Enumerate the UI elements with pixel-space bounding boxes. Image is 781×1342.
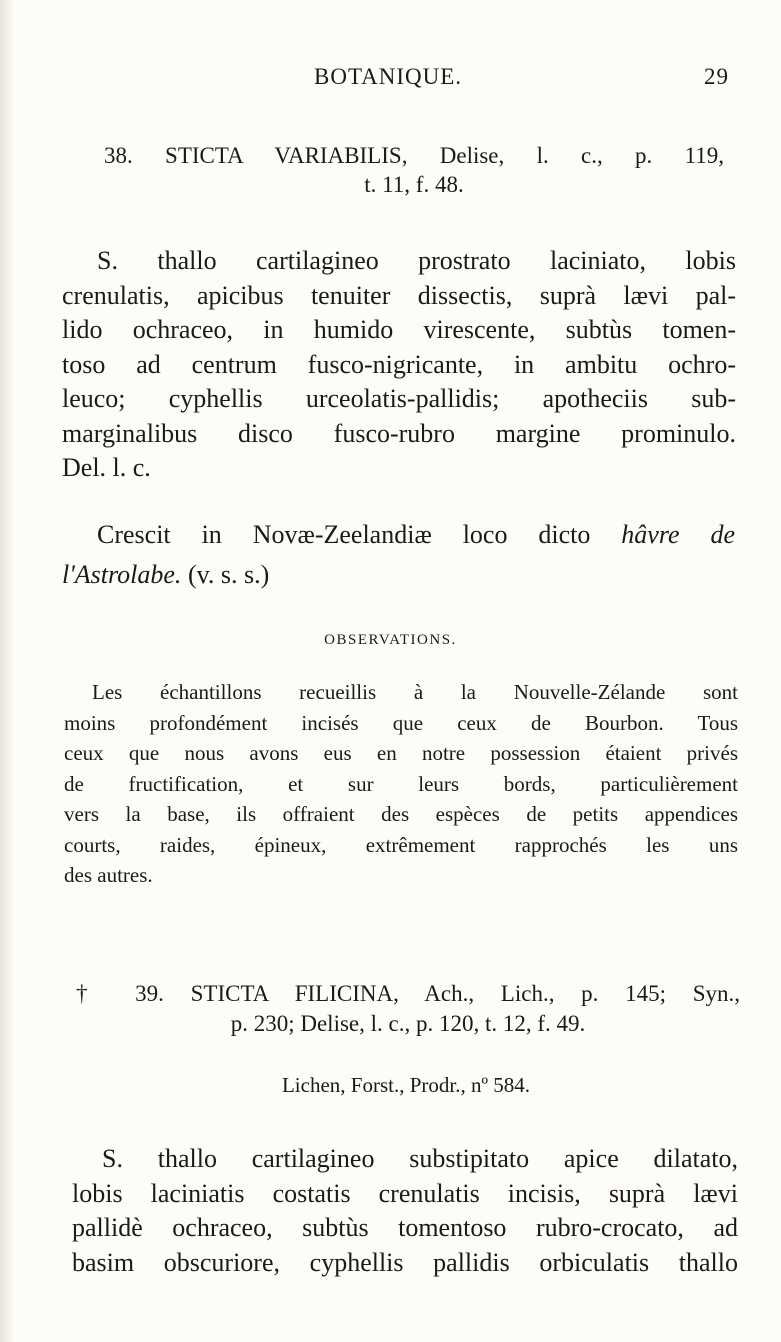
- observations-title: OBSERVATIONS.: [324, 632, 457, 648]
- habitat-line-2: [62, 560, 269, 590]
- habitat-text: Crescit in Novæ-Zeelandiæ loco dicto: [97, 520, 591, 549]
- text-line: courts, raides, épineux, extrêmement rapprochés les uns: [64, 832, 738, 857]
- running-header: BOTANIQUE.: [314, 64, 463, 89]
- habitat-place: hâvre de: [621, 520, 735, 549]
- text-line: de fructification, et sur leurs bords, particulièrement: [64, 771, 738, 796]
- text-line: des autres.: [64, 863, 153, 887]
- entry-38-heading-line: 38. STICTA VARIABILIS, Delise, l. c., p. 119,: [104, 143, 724, 168]
- text-line: vers la base, ils offraient des espèces de petits appendices: [64, 802, 738, 826]
- text-line: S. thallo cartilagineo substipitato apice dilatato,: [102, 1144, 738, 1173]
- text-line: lido ochraceo, in humido virescente, subtùs tomen-: [62, 315, 736, 344]
- entry-39-heading-line: p. 230; Delise, l. c., p. 120, t. 12, f. 49.: [230, 1011, 586, 1036]
- text-line: lobis laciniatis costatis crenulatis incisis, suprà lævi: [72, 1178, 738, 1208]
- text-line: ceux que nous avons eus en notre possession étaient privés: [64, 741, 738, 765]
- text-line: toso ad centrum fusco-nigricante, in ambitu ochro-: [62, 349, 736, 379]
- text-line: Del. l. c.: [62, 453, 151, 482]
- habitat-place: l'Astrolabe.: [62, 560, 182, 589]
- text-line: pallidè ochraceo, subtùs tomentoso rubro-crocato, ad: [72, 1213, 738, 1242]
- habitat-note: (v. s. s.): [187, 560, 270, 589]
- page-number: 29: [704, 64, 729, 89]
- page-edge-shadow: [0, 0, 14, 1342]
- text-line: marginalibus disco fusco-rubro margine prominulo.: [62, 418, 736, 448]
- habitat-line: [97, 520, 735, 550]
- text-line: basim obscuriore, cyphellis pallidis orbiculatis thallo: [72, 1247, 738, 1277]
- text-line: crenulatis, apicibus tenuiter dissectis, suprà lævi pal-: [62, 280, 736, 310]
- text-line: S. thallo cartilagineo prostrato laciniato, lobis: [97, 246, 736, 275]
- entry-39-synonym: Lichen, Forst., Prodr., nº 584.: [281, 1073, 530, 1097]
- text-line: Les échantillons recueillis à la Nouvelle-Zélande sont: [92, 680, 738, 704]
- entry-38-heading-line: t. 11, f. 48.: [364, 172, 464, 197]
- entry-39-heading-line: † 39. STICTA FILICINA, Ach., Lich., p. 145; Syn.,: [76, 981, 740, 1006]
- text-line: moins profondément incisés que ceux de Bourbon. Tous: [64, 710, 738, 735]
- text-line: leuco; cyphellis urceolatis-pallidis; apotheciis sub-: [62, 384, 736, 413]
